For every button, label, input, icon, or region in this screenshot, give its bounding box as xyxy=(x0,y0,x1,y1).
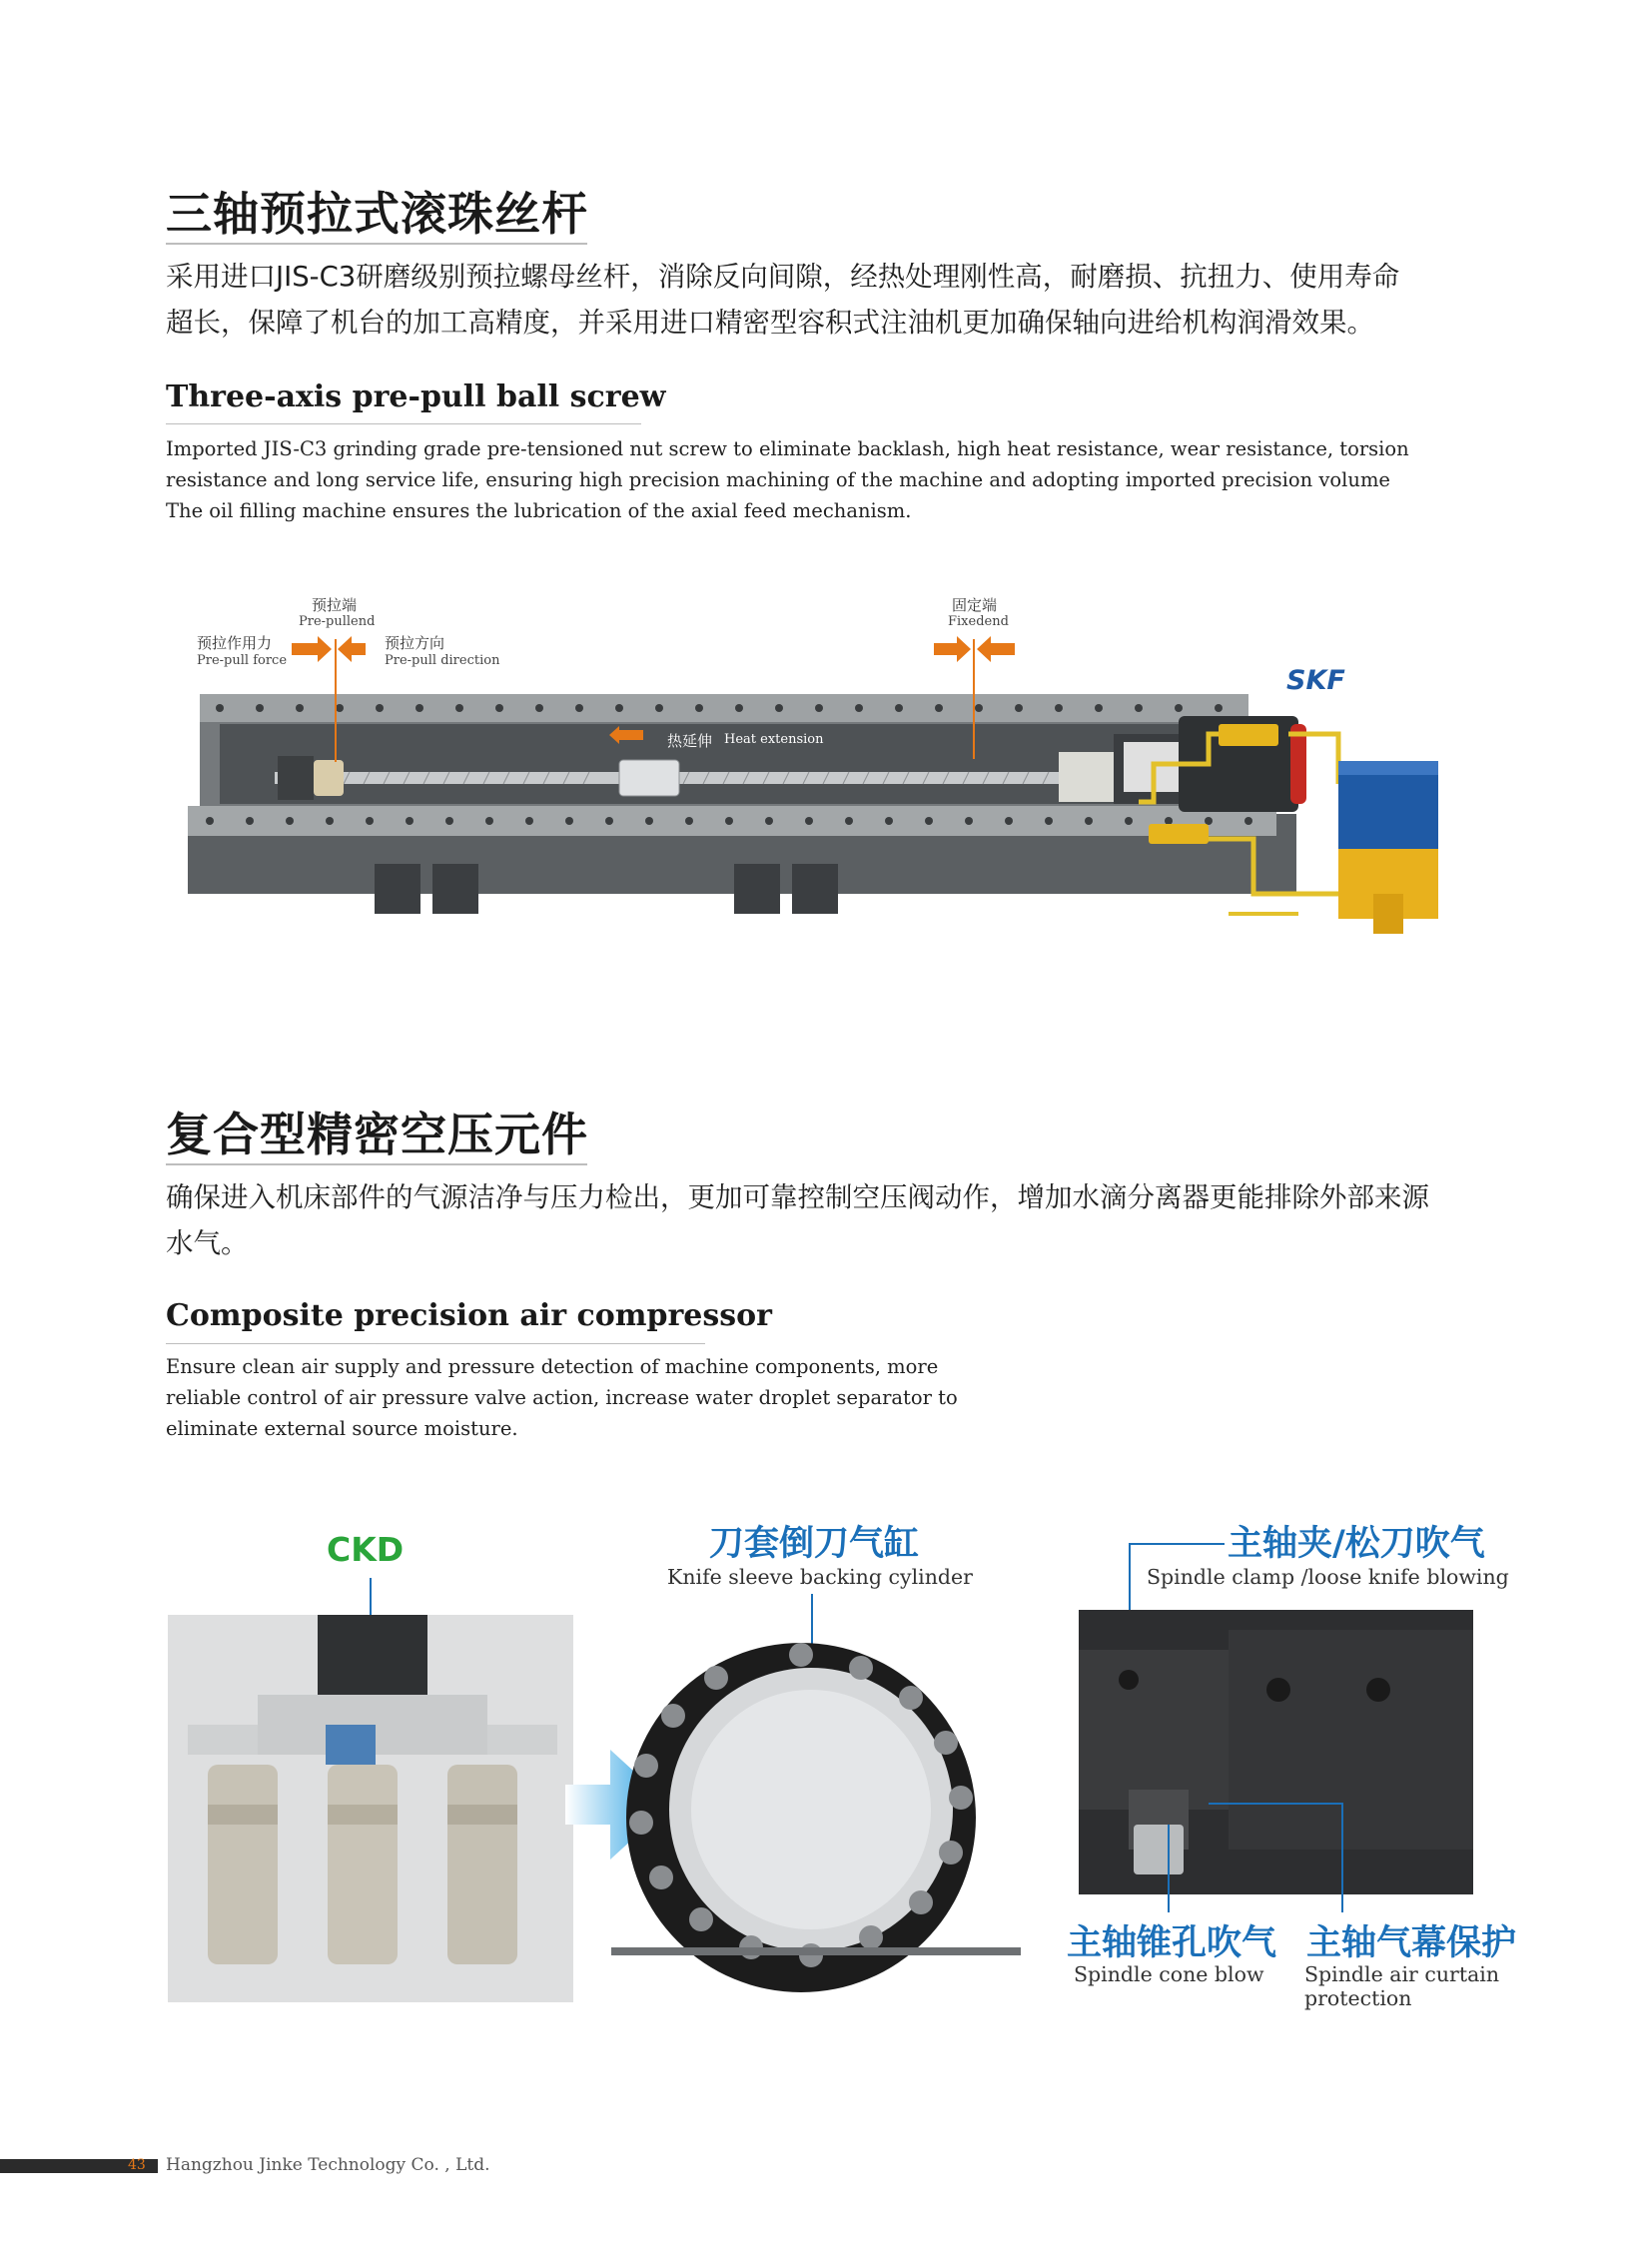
curtain-label-en xyxy=(1304,1962,1499,2010)
skf-logo: SKF xyxy=(1286,665,1345,696)
section1-body-zh-line2: 超长，保障了机台的加工高精度，并采用进口精密型容积式注油机更加确保轴向进给机构润滑效果。 xyxy=(166,307,1374,339)
section2-body-zh-line2: 水气。 xyxy=(166,1227,249,1259)
ball-screw-diagram xyxy=(180,584,1478,969)
label-fixed-end-en: Fixedend xyxy=(948,614,1009,629)
spindle-illustration xyxy=(1079,1610,1473,1894)
section2-body-en-line1: Ensure clean air supply and pressure detection of machine components, more xyxy=(166,1355,939,1378)
label-heat-en: Heat extension xyxy=(724,732,824,747)
label-prepull-force-zh: 预拉作用力 xyxy=(197,634,273,652)
label-prepull-force-en: Pre-pull force xyxy=(197,653,288,668)
section1-body-en-line1: Imported JIS-C3 grinding grade pre-tensioned nut screw to eliminate backlash, high heat resistance, wear resistance, torsion xyxy=(166,437,1409,460)
section2-title-zh: 复合型精密空压元件 xyxy=(166,1108,588,1161)
label-fixed-end-zh: 固定端 xyxy=(952,596,998,614)
section1-title-rule xyxy=(166,243,587,245)
section2-title-en: Composite precision air compressor xyxy=(166,1298,772,1333)
section2-body-zh-line1: 确保进入机床部件的气源洁净与压力检出，更加可靠控制空压阀动作，增加水滴分离器更能排除外部来源 xyxy=(166,1181,1429,1213)
cone-pointer-line xyxy=(1168,1825,1170,1912)
section2-title-rule xyxy=(166,1163,587,1165)
knife-label-en: Knife sleeve backing cylinder xyxy=(667,1565,973,1589)
curtain-pointer-h xyxy=(1209,1803,1343,1805)
section2-body-en xyxy=(166,1351,1065,1444)
section2-body-en-line2: reliable control of air pressure valve action, increase water droplet separator to xyxy=(166,1386,958,1409)
label-heat-zh: 热延伸 xyxy=(667,732,713,750)
section1-title-en: Three-axis pre-pull ball screw xyxy=(166,379,666,414)
footer-company: Hangzhou Jinke Technology Co. , Ltd. xyxy=(166,2155,490,2175)
spindle-photo xyxy=(1079,1610,1473,1894)
section1-body-en-line2: resistance and long service life, ensuring high precision machining of the machine and adopting imported precision volume xyxy=(166,468,1390,491)
section1-body-en-line3: The oil filling machine ensures the lubrication of the axial feed mechanism. xyxy=(166,499,912,522)
ball-screw-illustration xyxy=(180,584,1478,969)
section1-title-zh: 三轴预拉式滚珠丝杆 xyxy=(166,187,588,241)
label-prepull-dir-zh: 预拉方向 xyxy=(385,634,445,652)
air-filter-illustration xyxy=(168,1615,573,2002)
section2-body-en-line3: eliminate external source moisture. xyxy=(166,1417,518,1440)
clamp-label-zh: 主轴夹/松刀吹气 xyxy=(1228,1523,1485,1564)
section1-body-zh xyxy=(166,254,1504,346)
section2-body-zh xyxy=(166,1174,1504,1266)
label-prepull-dir-en: Pre-pull direction xyxy=(385,653,500,668)
curtain-label-zh: 主轴气幕保护 xyxy=(1306,1922,1517,1963)
section1-en-rule xyxy=(166,423,641,424)
curtain-pointer-v xyxy=(1341,1803,1343,1912)
cone-label-zh: 主轴锥孔吹气 xyxy=(1067,1922,1277,1963)
section2-en-rule xyxy=(166,1343,705,1344)
knife-label-zh: 刀套倒刀气缸 xyxy=(709,1523,920,1564)
tool-magazine-illustration xyxy=(611,1638,1021,1997)
section1-body-en xyxy=(166,433,1564,526)
air-filter-photo xyxy=(168,1615,573,2002)
section1-body-zh-line1: 采用进口JIS-C3研磨级别预拉螺母丝杆，消除反向间隙，经热处理刚性高，耐磨损、抗扭力、使用寿命 xyxy=(166,261,1400,293)
clamp-pointer-h xyxy=(1129,1543,1225,1545)
ckd-label: CKD xyxy=(327,1530,405,1569)
label-prepull-end-zh: 预拉端 xyxy=(312,596,358,614)
curtain-label-en-line2: protection xyxy=(1304,1986,1412,2010)
tool-magazine-photo xyxy=(611,1638,1021,1997)
clamp-label-en: Spindle clamp /loose knife blowing xyxy=(1147,1565,1509,1589)
curtain-label-en-line1: Spindle air curtain xyxy=(1304,1962,1500,1986)
label-prepull-end-en: Pre-pullend xyxy=(299,614,376,629)
page-number: 43 xyxy=(128,2157,146,2173)
cone-label-en: Spindle cone blow xyxy=(1074,1962,1264,1986)
